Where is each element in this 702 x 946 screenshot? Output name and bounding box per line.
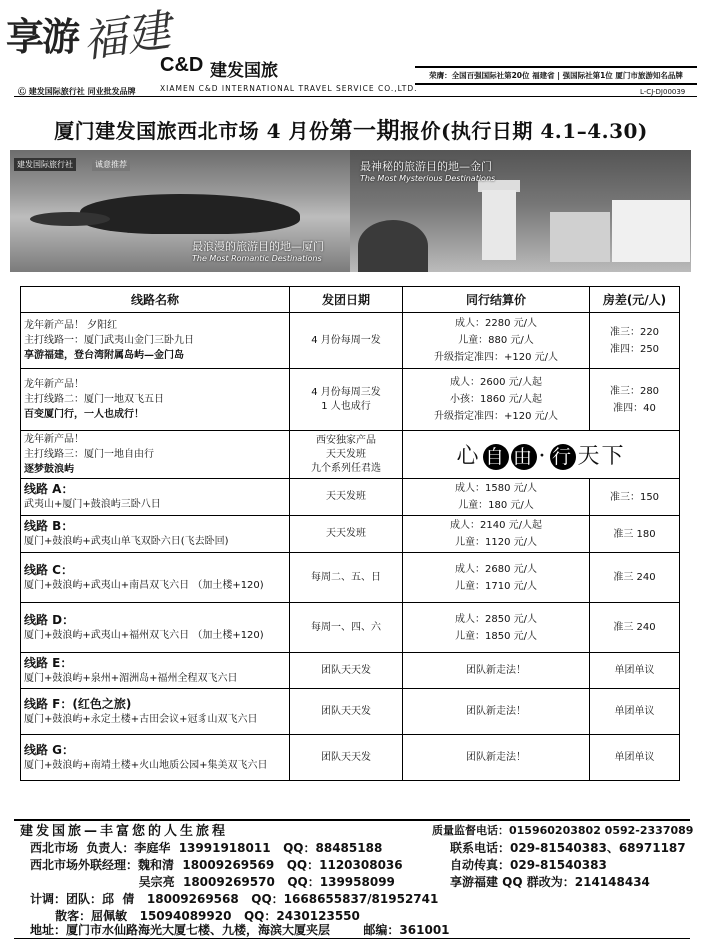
date-line: 天天发班 xyxy=(326,491,366,502)
date-line: 团队天天发 xyxy=(321,751,371,763)
slogan-char: 自 xyxy=(483,444,509,470)
logo-script: 福建 xyxy=(79,5,174,68)
date-cell xyxy=(290,735,403,781)
contact-phone: 联系电话：029-81540383、68971187 xyxy=(450,841,686,855)
room-diff-cell xyxy=(590,313,680,369)
price-line: 成人：2280 元/人 xyxy=(455,318,537,329)
table-row xyxy=(21,369,680,431)
company-name-cn: 建发国旅 xyxy=(210,61,278,81)
slogan-cell xyxy=(403,431,680,479)
route-cell xyxy=(21,431,290,479)
route-line: 线路 F：(红色之旅) xyxy=(24,696,132,711)
date-cell xyxy=(290,479,403,516)
tree-shape xyxy=(358,220,428,272)
banner-tag-agency: 建发国际旅行社 xyxy=(14,158,76,171)
route-line: 龙年新产品！ xyxy=(24,434,84,445)
xiamen-photo xyxy=(10,150,355,272)
route-line: 厦门+鼓浪屿+武夷山+福州双飞六日 （加土楼+120) xyxy=(24,629,264,641)
island-shape-small xyxy=(30,212,110,226)
kinmen-photo xyxy=(350,150,691,272)
room-diff-cell xyxy=(590,653,680,689)
title-part1: 厦门建发国旅西北市场 4 月份 xyxy=(54,119,330,143)
slogan-char: 行 xyxy=(550,444,576,470)
contact-line: 西北市场 负责人：李庭华 13991918011 QQ：88485188 xyxy=(30,841,383,855)
route-cell xyxy=(21,369,290,431)
date-line: 天天发班 xyxy=(326,448,366,460)
price-table xyxy=(20,286,680,781)
route-line: 线路 E： xyxy=(24,655,73,670)
room-diff-cell xyxy=(590,553,680,603)
contact-line: 计调：团队：邱 倩 18009269568 QQ：1668655837/81952741 xyxy=(30,892,439,906)
room-diff-line: 准四：250 xyxy=(609,343,660,355)
price-cell xyxy=(403,603,590,653)
table-body xyxy=(21,313,680,781)
room-diff-cell xyxy=(590,369,680,431)
price-cell xyxy=(403,479,590,516)
route-cell xyxy=(21,653,290,689)
col-price: 同行结算价 xyxy=(403,287,590,313)
price-line: 升级指定准四：+120 元/人 xyxy=(433,352,558,363)
price-cell xyxy=(403,653,590,689)
price-line: 儿童：1710 元/人 xyxy=(455,580,537,592)
route-line: 百变厦门行，一人也成行！ xyxy=(24,409,144,420)
table-row xyxy=(21,313,680,369)
date-line: 每周一、四、六 xyxy=(311,621,381,633)
slogan-char: 心 xyxy=(456,444,481,469)
price-line: 成人：2600 元/人起 xyxy=(450,377,542,388)
room-diff-line: 单团单议 xyxy=(614,706,655,717)
date-cell xyxy=(290,553,403,603)
banner-right-cn: 最神秘的旅游目的地—金门 xyxy=(360,160,492,173)
col-date: 发团日期 xyxy=(290,287,403,313)
route-line: 龙年新产品！ 夕阳红 xyxy=(24,320,118,331)
room-diff-line: 准三 180 xyxy=(613,528,656,540)
page-title xyxy=(0,112,702,145)
license-code: L-CJ-DJ00039 xyxy=(640,88,686,96)
title-part2: 报价(执行日期 4.1–4.30) xyxy=(399,119,648,143)
island-shape xyxy=(80,194,300,234)
date-cell xyxy=(290,369,403,431)
route-line: 线路 G： xyxy=(24,742,75,757)
footer-bottom-rule xyxy=(14,938,690,939)
price-line: 成人：2680 元/人 xyxy=(455,563,537,575)
col-route: 线路名称 xyxy=(21,287,290,313)
banner-tag-recommend: 诚意推荐 xyxy=(92,158,130,171)
date-cell xyxy=(290,431,403,479)
route-line: 主打线路二：厦门一地双飞五日 xyxy=(24,394,164,405)
table-row xyxy=(21,735,680,781)
room-diff-line: 准四：40 xyxy=(613,402,656,414)
price-line: 团队新走法！ xyxy=(466,706,526,717)
price-line: 升级指定准四：+120 元/人 xyxy=(433,411,558,422)
table-row xyxy=(21,431,680,479)
date-cell xyxy=(290,653,403,689)
room-diff-cell xyxy=(590,603,680,653)
contact-line: 吴宗亮 18009269570 QQ：139958099 xyxy=(30,875,395,889)
date-cell xyxy=(290,313,403,369)
route-cell xyxy=(21,689,290,735)
table-header-row xyxy=(21,287,680,313)
slogan-char: 天下 xyxy=(577,444,626,469)
route-cell xyxy=(21,553,290,603)
route-cell xyxy=(21,516,290,553)
table-row xyxy=(21,516,680,553)
brand-subtitle: Ⓒ 建发国际旅行社 同业批发品牌 xyxy=(18,87,136,96)
route-cell xyxy=(21,313,290,369)
price-line: 儿童：1850 元/人 xyxy=(455,630,537,642)
price-line: 团队新走法！ xyxy=(466,665,526,676)
date-line: 团队天天发 xyxy=(321,705,371,717)
room-diff-line: 准三：220 xyxy=(609,326,660,338)
honor-ribbon: 荣膺：全国百强国际社第20位 福建省 | 强国际社第1位 厦门市旅游知名品牌 xyxy=(415,66,697,85)
footer-slogan: 建发国旅—丰富您的人生旅程 xyxy=(20,824,229,839)
price-cell xyxy=(403,516,590,553)
room-diff-cell xyxy=(590,516,680,553)
room-diff-line: 准三 240 xyxy=(613,572,656,583)
contact-fax: 自动传真：029-81540383 xyxy=(450,858,607,872)
route-line: 享游福建，登台湾附属岛屿—金门岛 xyxy=(24,350,184,361)
price-cell xyxy=(403,553,590,603)
date-line: 团队天天发 xyxy=(321,664,371,676)
room-diff-cell xyxy=(590,689,680,735)
route-line: 线路 C： xyxy=(24,562,73,577)
route-line: 线路 B： xyxy=(24,519,74,533)
contact-line: 散客：屈佩敏 15094089920 QQ：2430123550 xyxy=(30,909,360,923)
banner-left-cn: 最浪漫的旅游目的地—厦门 xyxy=(192,240,324,253)
route-line: 厦门+鼓浪屿+武夷山单飞双卧六日(飞去卧回) xyxy=(24,536,229,547)
route-line: 主打线路一：厦门武夷山金门三卧九日 xyxy=(24,335,194,346)
house-building xyxy=(550,212,610,262)
route-line: 线路 D： xyxy=(24,612,75,627)
date-line: 1 人也成行 xyxy=(321,400,371,412)
price-line: 儿童：880 元/人 xyxy=(458,335,534,346)
table-row xyxy=(21,479,680,516)
photo-banner xyxy=(10,150,691,272)
tower-building xyxy=(482,190,516,260)
room-diff-cell xyxy=(590,735,680,781)
route-line: 厦门+鼓浪屿+永定土楼+古田会议+冠豸山双飞六日 xyxy=(24,713,258,725)
date-line: 西安独家产品 xyxy=(316,434,376,446)
room-diff-line: 准三 240 xyxy=(613,622,656,633)
address-line: 地址：厦门市水仙路海光大厦七楼、九楼，海滨大厦夹层 邮编：361001 xyxy=(30,923,450,937)
price-cell xyxy=(403,369,590,431)
banner-left-en: The Most Romantic Destinations xyxy=(192,254,322,263)
room-diff-line: 准三：150 xyxy=(609,491,660,503)
col-room: 房差(元/人) xyxy=(590,287,680,313)
price-line: 成人：2140 元/人起 xyxy=(450,520,542,531)
qq-group: 享游福建 QQ 群改为：214148434 xyxy=(450,875,650,889)
title-emphasis: 第一期 xyxy=(329,117,400,144)
date-cell xyxy=(290,689,403,735)
price-cell xyxy=(403,735,590,781)
room-diff-line: 单团单议 xyxy=(614,665,655,676)
route-line: 逐梦鼓浪屿 xyxy=(24,464,74,475)
room-diff-line: 单团单议 xyxy=(614,752,655,763)
route-line: 龙年新产品！ xyxy=(24,379,84,390)
free-travel-slogan xyxy=(455,444,626,469)
price-line: 儿童：1120 元/人 xyxy=(455,537,537,548)
route-line: 线路 A： xyxy=(24,482,74,496)
company-name-en: XIAMEN C&D INTERNATIONAL TRAVEL SERVICE CO.,LTD. xyxy=(160,84,418,93)
date-cell xyxy=(290,516,403,553)
table-row xyxy=(21,653,680,689)
cd-logo: C&D xyxy=(160,54,204,76)
route-line: 厦门+鼓浪屿+泉州+湄洲岛+福州全程双飞六日 xyxy=(24,672,238,684)
header-divider xyxy=(14,96,697,97)
date-line: 每周二、五、日 xyxy=(311,571,381,583)
date-line: 九个系列任君选 xyxy=(311,462,381,474)
route-line: 厦门+鼓浪屿+武夷山+南昌双飞六日 （加土楼+120) xyxy=(24,579,264,591)
price-line: 成人：2850 元/人 xyxy=(455,613,537,625)
price-line: 成人：1580 元/人 xyxy=(455,483,537,494)
slogan-char: · xyxy=(538,444,548,469)
date-line: 4 月份每周三发 xyxy=(311,386,381,398)
mansion-building xyxy=(612,200,690,262)
room-diff-cell xyxy=(590,479,680,516)
route-line: 主打线路三：厦门一地自由行 xyxy=(24,449,154,460)
room-diff-line: 准三：280 xyxy=(609,385,660,397)
price-line: 团队新走法！ xyxy=(466,752,526,763)
price-line: 小孩：1860 元/人起 xyxy=(450,394,542,405)
price-line: 儿童：180 元/人 xyxy=(458,500,534,511)
price-cell xyxy=(403,313,590,369)
route-cell xyxy=(21,479,290,516)
date-line: 4 月份每周一发 xyxy=(311,334,381,346)
route-cell xyxy=(21,735,290,781)
route-line: 厦门+鼓浪屿+南靖土楼+火山地质公园+集美双飞六日 xyxy=(24,759,268,771)
price-cell xyxy=(403,689,590,735)
route-line: 武夷山+厦门+鼓浪屿三卧八日 xyxy=(24,499,161,510)
quality-hotline: 质量监督电话：015960203802 0592-2337089 xyxy=(432,824,694,837)
date-cell xyxy=(290,603,403,653)
date-line: 天天发班 xyxy=(326,528,366,539)
banner-right-en: The Most Mysterious Destinations xyxy=(360,174,496,183)
table-row xyxy=(21,603,680,653)
contact-line: 西北市场外联经理：魏和清 18009269569 QQ：1120308036 xyxy=(30,858,403,872)
logo-main: 享游 xyxy=(6,14,79,59)
table-row xyxy=(21,689,680,735)
slogan-char: 由 xyxy=(511,444,537,470)
table-row xyxy=(21,553,680,603)
route-cell xyxy=(21,603,290,653)
